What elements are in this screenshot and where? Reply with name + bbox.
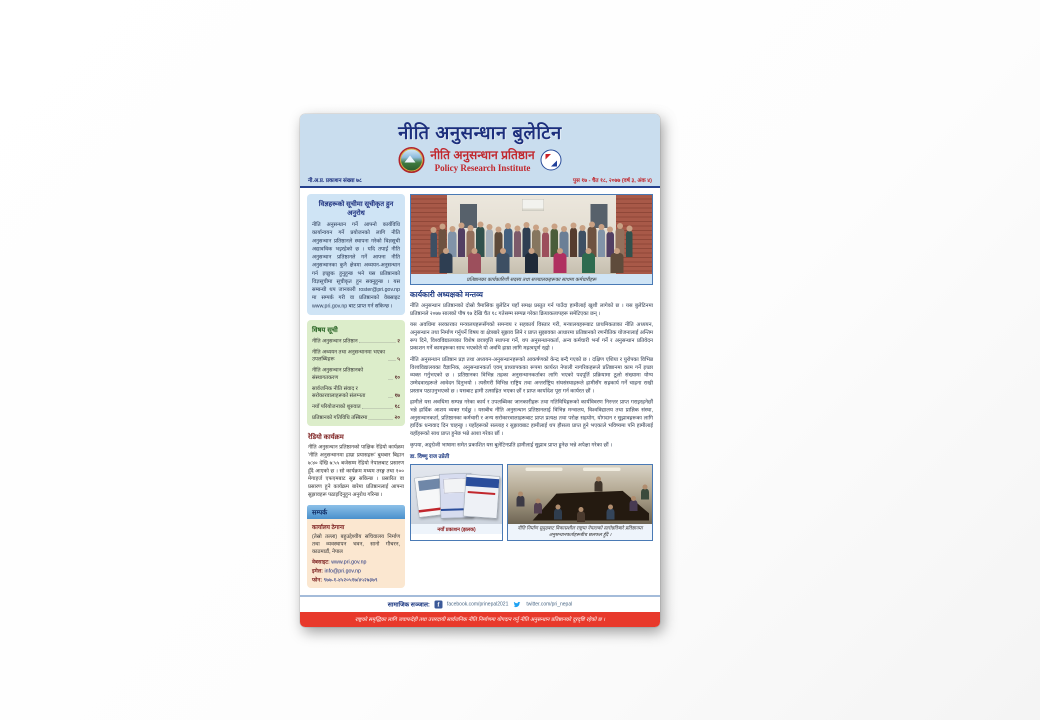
meeting-photo-caption: नीति निर्माण सुदृढबाट विकासशील राष्ट्रमा नेपालको स्तरोन्नतिबारे प्रतिष्ठानमा अनुसन्धानकर्ताहरूबीच छलफल हुँदै ।	[508, 524, 652, 540]
toc-item-label: नीति अनुसन्धान प्रतिष्ठानको संस्थागतकरण	[312, 367, 364, 381]
ceiling-light	[525, 468, 562, 472]
bottom-image-row	[410, 464, 653, 541]
person-figure	[497, 253, 510, 273]
toc-leader-dots	[369, 419, 393, 420]
radio-section-body: नीति अनुसन्धान प्रतिष्ठानको पाक्षिक रेडियो कार्यक्रम 'नीति अनुसन्धानमा हाम्रा प्रयासहरू' बुधबार बिहान ७:४० देखि ७:५५ बजेसम्म रेडियो नेपालबाट प्रसारण हुँदै आएको छ । सो कार्यक्रम मध्यम तरङ्ग तथा १०० मेगाहर्ज एफएमबाट सुन्न सकिन्छ । प्रसारित वा प्रसारण हुने कार्यक्रम बारेमा प्रतिष्ठानलाई आफ्ना सुझावहरू पठाइदिनुहुन अनुरोध गरिन्छ ।	[308, 444, 404, 498]
table-of-contents	[307, 320, 405, 426]
signoff-name: डा. विष्णु राज उप्रेती	[410, 453, 450, 460]
twitter-icon[interactable]	[513, 600, 522, 608]
sidebar	[307, 194, 405, 588]
newsletter-page	[300, 114, 660, 627]
publications-image	[411, 465, 502, 524]
publication-number: नी.अ.प्र. प्रकाशन संख्या ७८	[308, 177, 362, 184]
roster-request-box	[307, 194, 405, 315]
person-silhouette	[607, 508, 615, 519]
person-silhouette	[554, 508, 562, 519]
email-line	[312, 568, 400, 575]
toc-item-label: नीति अध्ययन तथा अनुसन्धानमा भएका उपलब्धिहरू	[312, 349, 386, 363]
meeting-photo-frame	[507, 464, 653, 541]
roster-box-title: विज्ञहरूको सूचीमा सूचीकृत हुन अनुरोध	[318, 200, 394, 217]
radio-program-section	[307, 431, 405, 500]
person-silhouette	[517, 496, 525, 507]
publication-cover	[463, 474, 500, 519]
issue-meta-row	[307, 174, 653, 187]
message-paragraph: हामीले यस अवधिमा सम्पन्न गरेका कार्य र उपलब्धिका जानकारीहरू तथा गतिविधिहरूको कार्यविवरण निरन्तर प्राप्त गराइरहनेछौं भन्ने हार्दिक आशय व्यक्त गर्दछु । यसबीच नीति अनुसन्धान प्रतिष्ठानलाई विभिन्न मन्त्रालय, विश्वविद्यालय तथा प्राज्ञिक संस्था, अनुसन्धानकर्ता, प्रतिष्ठानका कर्मचारी र अन्य सरोकारवालाहरूबाट प्राप्त प्रत्यक्ष तथा परोक्ष सहयोग, योगदान र सुझावहरूका लागि हार्दिक धन्यवाद दिन चाहन्छु । यहाँहरूको सल्लाह र सुझावबाट हामीलाई थप हौसला प्राप्त हुने भएकाले भविष्यमा पनि हामीलाई यहाँहरूको साथ प्राप्त हुनेछ भन्ने आशा गरेका छौं ।	[410, 399, 653, 437]
person-figure	[611, 253, 624, 273]
person-figure	[525, 253, 538, 273]
toc-leader-dots	[359, 343, 396, 344]
toc-leader-dots	[389, 397, 394, 398]
toc-item-page: १०	[394, 374, 400, 381]
person-figure	[554, 253, 567, 273]
org-names	[430, 147, 534, 174]
toc-leader-dots	[389, 361, 396, 362]
office-address: (तेस्रो तल्ला) बहुउद्देश्यीय सचिवालय निर्माण तथा व्यवस्थापन भवन, सानो गौचरन, काठमाडौं, नेपाल	[312, 533, 400, 555]
masthead-logos	[307, 147, 653, 174]
institute-emblem-icon	[398, 147, 424, 173]
person-silhouette	[577, 511, 585, 522]
message-paragraph: नीति अनुसन्धान प्रतिष्ठानको दोस्रो त्रैमासिक बुलेटिन यहाँ समक्ष प्रस्तुत गर्न पाउँदा हामीलाई खुशी लागेको छ । यस बुलेटिनमा प्रतिष्ठानले २०७७ सालको पौष १७ देखि चैत १८ गतेसम्म सम्पन्न गरेका क्रियाकलापहरू समेटिएका छन् ।	[410, 302, 653, 317]
group-photo-frame	[410, 194, 653, 285]
page-body	[300, 189, 660, 591]
toc-title: विषय सूची	[312, 325, 338, 334]
person-silhouette	[534, 503, 542, 514]
toc-item-page: २०	[394, 414, 400, 421]
radio-section-title: रेडियो कार्यक्रम	[308, 433, 344, 441]
phone-line	[312, 577, 400, 584]
contact-section-header: सम्पर्क	[307, 505, 405, 519]
toc-item	[312, 403, 400, 410]
social-media-strip	[300, 596, 660, 613]
toc-item-page: २	[397, 338, 400, 345]
social-label: सामाजिक सञ्जाल:	[387, 601, 430, 609]
contact-box	[307, 519, 405, 588]
newsletter-document	[300, 114, 660, 623]
group-photo-caption: प्रतिष्ठानका कार्यकारिणी सदस्य तथा सञ्चालकहरूका साथमा कर्मचारीहरू	[411, 274, 652, 284]
phone-number: ९७७-१-४५२०५१७/४५२७३७९	[323, 577, 378, 584]
toc-item-label: नीति अनुसन्धान प्रतिष्ठान	[312, 337, 358, 344]
ceiling-light	[583, 468, 620, 472]
message-paragraph: यस अवधिमा सरकारका मन्त्रालयहरूसँगको समन्वय र सहकार्य विस्तार गरी, मन्त्रालयहरूबाट प्राथमिकताका नीति अध्ययन, अनुसन्धान तथा निर्माण गर्नुपर्ने विषय वा क्षेत्रबारे सुझाव लिने र प्राप्त सुझावका आधारमा प्रतिष्ठानको रणनीतिक योजनालाई अन्तिम रूप दिने, विश्वविद्यालयका विशेष छात्रवृत्ति स्थापना गर्ने, थप अनुसन्धानकर्ता, अन्य कर्मचारी भर्ना गर्ने र अनुसन्धान प्रतिवेदन प्रकाशन गर्ने कामहरूका साथ भएकोले यो अवधि हाम्रा लागि महत्वपूर्ण रह्यो ।	[410, 321, 653, 352]
ac-unit	[522, 199, 544, 211]
org-name-english: Policy Research Institute	[434, 163, 531, 173]
phone-label: फोन:	[312, 577, 323, 584]
toc-item	[312, 349, 400, 363]
email-link[interactable]: info@pri.gov.np	[324, 568, 361, 575]
website-label: वेबसाइट:	[312, 559, 330, 566]
toc-item	[312, 367, 400, 381]
person-figure	[468, 253, 481, 273]
toc-item-label: सार्वजनिक नीति संवाद र सरोकारवालाहरूको संलग्नता	[312, 385, 366, 399]
twitter-url[interactable]: twitter.com/pri_nepal	[526, 601, 573, 608]
people-front-row	[430, 253, 632, 273]
toc-item-page: १७	[394, 392, 400, 399]
toc-item-label: नयाँ परियोजनाको शुरुवात	[312, 403, 361, 410]
roster-box-body: नीति अनुसन्धान गर्ने आफ्नो कार्यविधि कार्यान्वयन गर्ने प्रयोजनको लागि नीति अनुसन्धान प्रतिष्ठानले स्थापना गरेको विज्ञसूची अद्यावधिक भइरहेको छ । यदि तपाईं नीति अनुसन्धान प्रतिष्ठानले गर्ने आफ्ना नीति अनुसन्धानका कुनै क्षेत्रमा अध्ययन-अनुसन्धान गर्न इच्छुक हुनुहुन्छ भने यस प्रतिष्ठानको विज्ञसूचीमा सूचीकृत हुन सक्नुहुन्छ । यस सम्बन्धी थप जानकारी roster@pri.gov.np मा सम्पर्क गरी वा प्रतिष्ठानको वेबसाइट www.pri.gov.np बाट प्राप्त गर्न सकिन्छ ।	[312, 221, 400, 309]
group-photo	[411, 195, 652, 274]
org-name-nepali: नीति अनुसन्धान प्रतिष्ठान	[430, 148, 535, 162]
person-figure	[582, 253, 595, 273]
website-line	[312, 559, 400, 566]
toc-item	[312, 414, 400, 421]
toc-leader-dots	[389, 379, 394, 380]
email-label: इमेल:	[312, 568, 324, 575]
main-column	[410, 194, 653, 588]
publications-frame	[410, 464, 503, 541]
office-address-label: कार्यालय ठेगाना	[312, 524, 345, 531]
publications-caption: नयाँ प्रकाशन (झलक)	[411, 524, 502, 534]
toc-leader-dots	[362, 408, 393, 409]
toc-item-page: १८	[394, 403, 400, 410]
website-link[interactable]: www.pri.gov.np	[331, 559, 367, 566]
chairman-message-heading: कार्यकारी अध्यक्षको मन्तव्य	[410, 290, 483, 299]
meeting-photo	[508, 465, 652, 524]
person-figure	[440, 253, 453, 273]
message-paragraph: नीति अनुसन्धान प्रतिष्ठान प्रज्ञ तथा अध्ययन-अनुसन्धानहरूको आकर्षणको केन्द्र बन्दै गएको छ । दक्षिण एशिया र युरोपका विभिन्न विश्वविद्यालयका वैज्ञानिक, अनुसन्धानकर्ता एवम् प्राध्यापकका रूपमा कार्यरत नेपाली नागरिकहरूले प्रतिष्ठानमा काम गर्ने इच्छा व्यक्त गर्नुभएको छ । प्रतिष्ठानका विभिन्न तहका अनुसन्धानकर्ताका लागि भएको पदपूर्ति प्रक्रियामा ठूलो संख्यामा योग्य उम्मेदवारहरूले आवेदन दिनुभयो । त्यसैगरी विभिन्न राष्ट्रिय तथा अन्तर्राष्ट्रिय संघसंस्थाहरूले हामीसँग सहकार्य गर्ने चाहना राखी प्रस्ताव पठाउनुभएको छ । यसबाट हामी उत्साहित भएका छौं र प्राप्त कार्यादेश पूरा गर्न कार्यरत छौं ।	[410, 356, 653, 394]
toc-item-label: प्रतिष्ठानको गतिविधि तस्बिरमा	[312, 414, 368, 421]
issue-info: पुस १७ - चैत १८, २०७७ (वर्ष ३, अंक ४)	[572, 177, 652, 184]
vision-tagline-bar: राष्ट्रको समृद्धिका लागि जवाफदेही तथा उत्तरदायी सार्वजनिक नीति निर्माणमा योगदान गर्नु नीति अनुसन्धान प्रतिष्ठानको दूरदृष्टि रहेको छ ।	[300, 612, 660, 627]
person-silhouette	[641, 488, 649, 499]
facebook-icon[interactable]: f	[434, 600, 442, 608]
pri-round-logo-icon	[541, 150, 562, 171]
facebook-url[interactable]: facebook.com/prinepal2021	[446, 601, 509, 608]
masthead	[300, 114, 660, 186]
person-silhouette	[594, 481, 602, 492]
message-paragraph: कृपया, अङ्ग्रेजी भाषामा समेत प्रकाशित यस बुलेटिनप्रति हामीलाई सुझाव प्राप्त हुनेछ भन्ने अपेक्षा गरेका छौं ।	[410, 441, 613, 448]
bulletin-title: नीति अनुसन्धान बुलेटिन	[398, 122, 562, 143]
toc-item	[312, 337, 400, 344]
toc-item-page: ५	[397, 356, 400, 363]
toc-item	[312, 385, 400, 399]
person-silhouette	[630, 500, 638, 511]
